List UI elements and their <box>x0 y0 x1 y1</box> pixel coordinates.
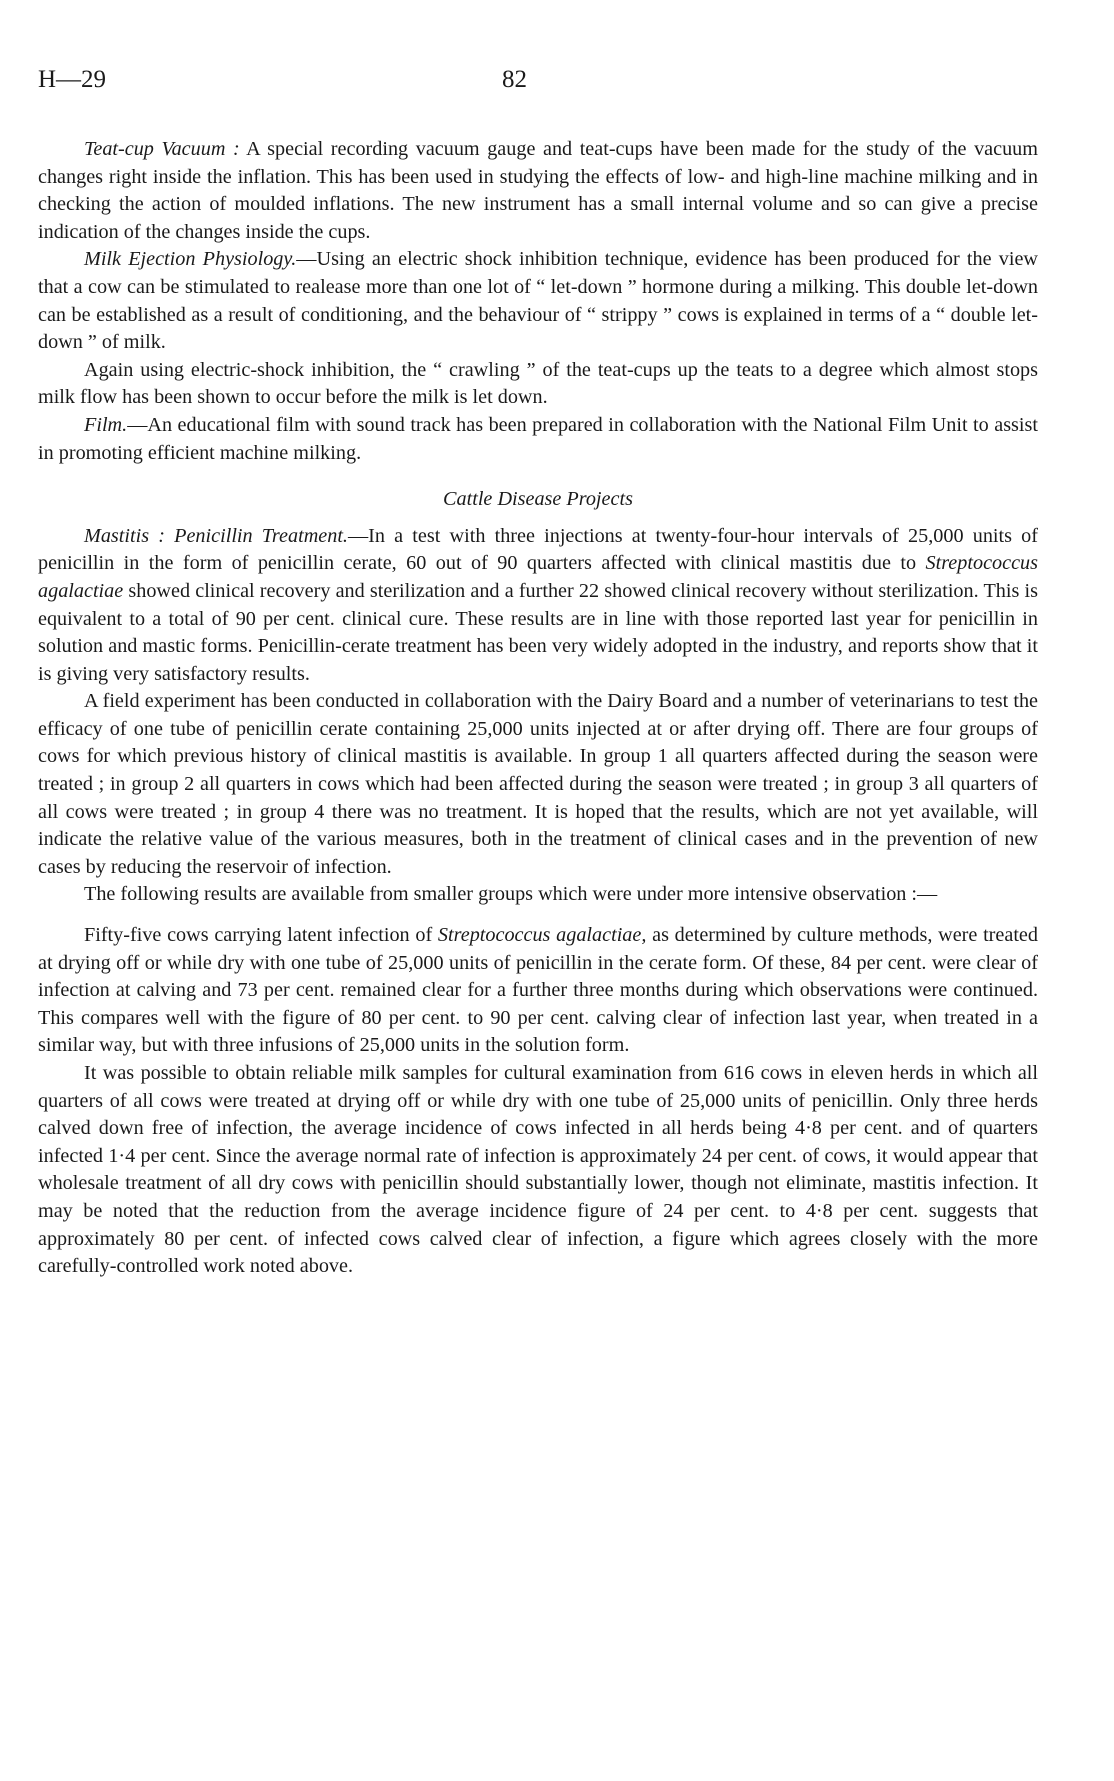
paragraph-heading: Film. <box>84 413 128 436</box>
paragraph-text: Again using electric-shock inhibition, the “ crawling ” of the teat-cups up the teats to a degree which almost stops milk flow has been shown to occur before the milk is let down. <box>38 358 1038 409</box>
paragraph-crawling <box>38 357 1038 412</box>
paragraph-milk-ejection <box>38 246 1038 356</box>
paragraph-film <box>38 412 1038 467</box>
paragraph-mastitis <box>38 523 1038 689</box>
paragraph-text: —Using an electric shock inhibition technique, evidence has been produced for the view that a cow can be stimulated to realease more than one lot of “ let-down ” hormone during a milking. This double let-down can be established as a result of conditioning, and the behaviour of “ strippy ” cows is explained in terms of a “ double let-down ” of milk. <box>38 248 1038 354</box>
paragraph-text: A field experiment has been conducted in collaboration with the Dairy Board and a number of veterinarians to test the efficacy of one tube of penicillin cerate containing 25,000 units injected at or after drying off. There are four groups of cows for which previous history of clinical mastitis is available. In group 1 all quarters affected during the season were treated ; in group 2 all quarters in cows which had been affected during the season were treated ; in group 3 all quarters of all cows were treated ; in group 4 there was no treatment. It is hoped that the results, which are not yet available, will indicate the relative value of the various measures, both in the treatment of clinical cases and in the prevention of new cases by reducing the reservoir of infection. <box>38 690 1038 878</box>
paragraph-heading: Milk Ejection Physiology. <box>84 248 297 271</box>
paragraph-text: —An educational film with sound track has been prepared in collaboration with the National Film Unit to assist in promoting efficient machine milking. <box>38 413 1038 464</box>
body-text <box>38 136 1038 1281</box>
paragraph-text: It was possible to obtain reliable milk samples for cultural examination from 616 cows in eleven herds in which all quarters of all cows were treated at drying off or while dry with one tube of 25,000 units of penicillin. Only three herds calved down free of infection, the average incidence of cows infected in all herds being 4·8 per cent. and of quarters infected 1·4 per cent. Since the average normal rate of infection is approximately 24 per cent. of cows, it would appear that wholesale treatment of all dry cows with penicillin should substantially lower, though not eliminate, mastitis infection. It may be noted that the reduction from the average incidence figure of 24 per cent. to 4·8 per cent. suggests that approximately 80 per cent. of infected cows calved clear of infection, a figure which agrees closely with the more carefully-controlled work noted above. <box>38 1062 1038 1278</box>
paragraph-teat-cup-vacuum <box>38 136 1038 246</box>
paragraph-text: —In a test with three injections at twenty-four-hour intervals of 25,000 units of penicillin in the form of penicillin cerate, 60 out of 90 quarters affected with clinical mastitis due to <box>38 524 1038 575</box>
paragraph-field-experiment <box>38 688 1038 881</box>
paragraph-text: as determined by culture methods, were treated at drying off or while dry with one tube of 25,000 units of penicillin in the cerate form. Of these, 84 per cent. were clear of infection at calving and 73 per cent. remained clear for a further three months during which observations were continued. This compares well with the figure of 80 per cent. to 90 per cent. calving clear of infection last year, when treated in a similar way, but with three infusions of 25,000 units in the solution form. <box>38 924 1038 1057</box>
species-name: Streptococcus agalactiae <box>38 552 1038 602</box>
species-name: Streptococcus agalactiae, <box>437 924 647 947</box>
page-number: 82 <box>502 66 527 93</box>
document-reference: H—29 <box>38 66 107 93</box>
paragraph-text: The following results are available from smaller groups which were under more intensive observation :— <box>84 883 938 906</box>
paragraph-heading: Teat-cup Vacuum : <box>84 138 240 160</box>
section-title: Cattle Disease Projects <box>443 488 633 511</box>
paragraph-text: showed clinical recovery and sterilization and a further 22 showed clinical recovery without sterilization. This is equivalent to a total of 90 per cent. clinical cure. These results are in line with those reported last year for penicillin in solution and mastic forms. Penicillin-cerate treatment has been very widely adopted in the industry, and reports show that it is giving very satisfactory results. <box>38 579 1038 685</box>
paragraph-heading: Mastitis : Penicillin Treatment. <box>84 524 348 547</box>
paragraph-following-results <box>38 881 1038 909</box>
paragraph-reliable-samples <box>38 1060 1038 1281</box>
page-header <box>38 66 1038 96</box>
paragraph-fifty-five-cows <box>38 922 1038 1060</box>
paragraph-text: A special recording vacuum gauge and teat-cups have been made for the study of the vacuum changes right inside the inflation. This has been used in studying the effects of low- and high-line machine milking and in checking the action of moulded inflations. The new instrument has a small internal volume and so can give a precise indication of the changes inside the cups. <box>38 138 1038 243</box>
paragraph-text: Fifty-five cows carrying latent infection of <box>84 924 438 947</box>
